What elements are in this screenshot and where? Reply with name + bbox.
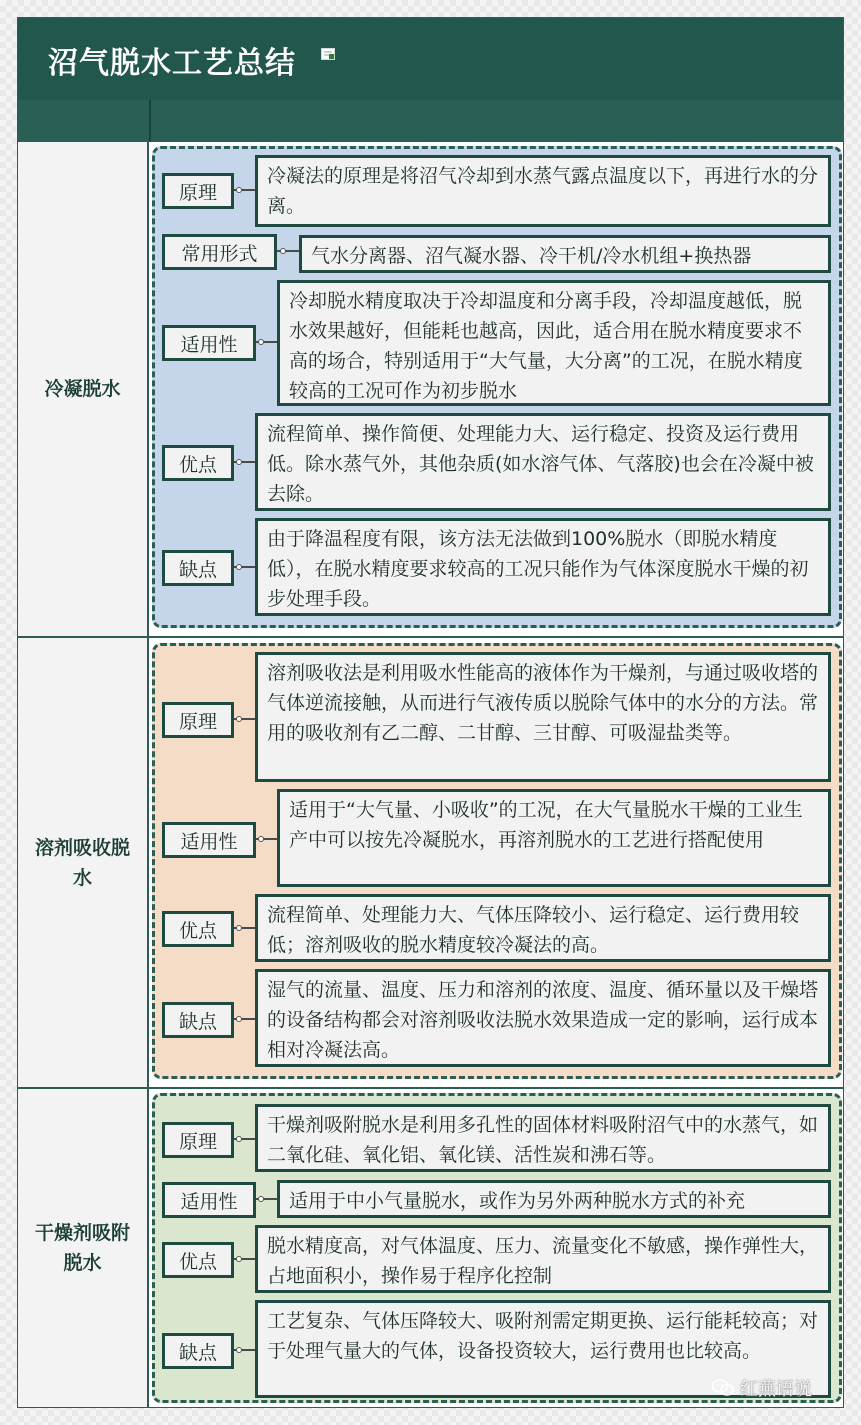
tag-applicability: 适用性 [162, 1182, 256, 1218]
watermark [712, 1375, 812, 1401]
header-band [18, 100, 843, 142]
title-bar [18, 18, 843, 100]
header-divider [149, 100, 151, 142]
watermark-text: 红燕语说 [740, 1379, 812, 1400]
note-icon[interactable] [321, 48, 335, 60]
connector-dot [236, 925, 242, 931]
section-label-condensation: 冷凝脱水 [18, 142, 149, 636]
text-disadvantages: 由于降温程度有限，该方法无法做到100%脱水（即脱水精度低），在脱水精度要求较高的工况只能作为气体深度脱水干燥的初步处理手段。 [255, 518, 831, 616]
tag-advantages: 优点 [162, 911, 234, 947]
tag-disadvantages: 缺点 [162, 1333, 234, 1369]
text-disadvantages: 湿气的流量、温度、压力和溶剂的浓度、温度、循环量以及干燥塔的设备结构都会对溶剂吸收法脱水效果造成一定的影响，运行成本相对冷凝法高。 [255, 969, 831, 1067]
text-principle: 溶剂吸收法是利用吸水性能高的液体作为干燥剂，与通过吸收塔的气体逆流接触，从而进行气液传质以脱除气体中的水分的方法。常用的吸收剂有乙二醇、二甘醇、三甘醇、可吸湿盐类等。 [255, 652, 831, 782]
wechat-icon [712, 1379, 734, 1397]
connector-dot [236, 1347, 242, 1353]
text-principle: 冷凝法的原理是将沼气冷却到水蒸气露点温度以下，再进行水的分离。 [255, 155, 831, 227]
connector-dot [280, 248, 286, 254]
summary-sheet [17, 17, 844, 1408]
text-applicability: 适用于“大气量、小吸收”的工况，在大气量脱水干燥的工业生产中可以按先冷凝脱水，再溶剂脱水的工艺进行搭配使用 [277, 789, 831, 887]
page-title: 沼气脱水工艺总结 [48, 46, 296, 81]
section-label-adsorption: 干燥剂吸附脱水 [18, 1089, 149, 1407]
section-label-solvent: 溶剂吸收脱水 [18, 638, 149, 1087]
connector-dot [236, 564, 242, 570]
tag-disadvantages: 缺点 [162, 550, 234, 586]
connector-dot [236, 459, 242, 465]
text-disadvantages: 工艺复杂、气体压降较大、吸附剂需定期更换、运行能耗较高；对于处理气量大的气体，设备投资较大，运行费用也比较高。 [255, 1300, 831, 1398]
text-applicability: 适用于中小气量脱水，或作为另外两种脱水方式的补充 [277, 1180, 831, 1218]
text-advantages: 流程简单、操作简便、处理能力大、运行稳定、投资及运行费用低。除水蒸气外，其他杂质(如水溶气体、气落胶)也会在冷凝中被去除。 [255, 413, 831, 511]
text-advantages: 流程简单、处理能力大、气体压降较小、运行稳定、运行费用较低；溶剂吸收的脱水精度较冷凝法的高。 [255, 894, 831, 962]
connector-dot [236, 1136, 242, 1142]
connector-dot [258, 1196, 264, 1202]
text-common-forms: 气水分离器、沼气凝水器、冷干机/冷水机组+换热器 [299, 235, 831, 273]
tag-common-forms: 常用形式 [162, 234, 277, 270]
tag-principle: 原理 [162, 1122, 234, 1158]
connector-dot [236, 716, 242, 722]
tag-applicability: 适用性 [162, 822, 256, 858]
connector-dot [236, 1016, 242, 1022]
connector-dot [258, 339, 264, 345]
tag-advantages: 优点 [162, 445, 234, 481]
text-principle: 干燥剂吸附脱水是利用多孔性的固体材料吸附沼气中的水蒸气，如二氧化硅、氧化铝、氧化镁、活性炭和沸石等。 [255, 1104, 831, 1172]
tag-principle: 原理 [162, 702, 234, 738]
connector-dot [236, 187, 242, 193]
text-applicability: 冷却脱水精度取决于冷却温度和分离手段，冷却温度越低，脱水效果越好，但能耗也越高，因此，适合用在脱水精度要求不高的场合，特别适用于“大气量，大分离”的工况，在脱水精度较高的工况可作为初步脱水 [277, 280, 831, 406]
tag-principle: 原理 [162, 173, 234, 209]
text-advantages: 脱水精度高，对气体温度、压力、流量变化不敏感，操作弹性大，占地面积小，操作易于程序化控制 [255, 1225, 831, 1293]
connector-dot [258, 836, 264, 842]
tag-applicability: 适用性 [162, 325, 256, 361]
tag-disadvantages: 缺点 [162, 1002, 234, 1038]
connector-dot [236, 1256, 242, 1262]
tag-advantages: 优点 [162, 1242, 234, 1278]
